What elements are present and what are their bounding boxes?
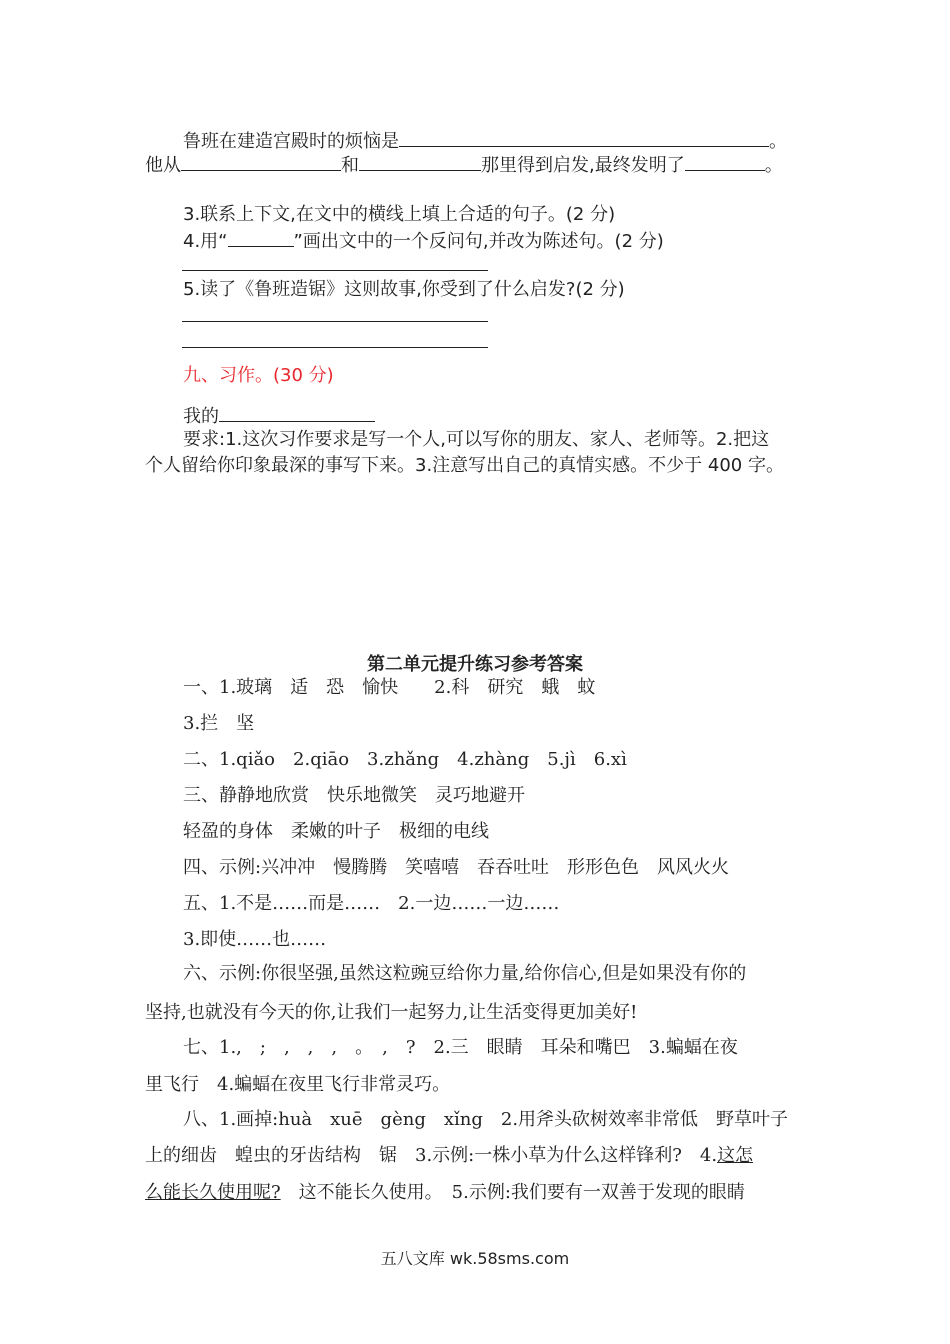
answer-line[interactable] bbox=[182, 347, 488, 348]
answer-6-line-1: 六、示例:你很坚强,虽然这粒豌豆给你力量,给你信心,但是如果没有你的 bbox=[183, 963, 747, 984]
answer-blank[interactable] bbox=[359, 152, 481, 171]
answer-4: 四、示例:兴冲冲 慢腾腾 笑嘻嘻 吞吞吐吐 形形色色 风风火火 bbox=[183, 857, 730, 878]
answer-5: 五、1.不是……而是…… 2.一边……一边…… bbox=[183, 893, 560, 914]
requirement-line-2: 个人留给你印象最深的事写下来。3.注意写出自己的真情实感。不少于 400 字。 bbox=[145, 455, 784, 476]
answer-key-title: 第二单元提升练习参考答案 bbox=[367, 654, 583, 675]
answer-blank[interactable] bbox=[685, 152, 765, 171]
answer-blank bbox=[228, 228, 294, 247]
question-4: 4.用“ ”画出文中的一个反问句,并改为陈述句。(2 分) bbox=[183, 228, 664, 254]
answer-8-line-1: 八、1.画掉:huà xuē gèng xǐng 2.用斧头砍树效率非常低 野草叶子 bbox=[183, 1109, 789, 1130]
essay-title-blank[interactable] bbox=[219, 403, 375, 422]
essay-title-line: 我的 bbox=[183, 403, 375, 429]
answer-1: 一、1.玻璃 适 恐 愉快 2.科 研究 蛾 蚊 bbox=[183, 677, 596, 698]
answer-line[interactable] bbox=[182, 321, 488, 322]
answer-line[interactable] bbox=[182, 270, 488, 271]
answer-1b: 3.拦 坚 bbox=[183, 713, 255, 734]
answer-8-line-2: 上的细齿 蝗虫的牙齿结构 锯 3.示例:一株小草为什么这样锋利? 4.这怎 bbox=[145, 1145, 754, 1166]
section-heading-composition: 九、习作。(30 分) bbox=[183, 365, 334, 386]
requirement-line-1: 要求:1.这次习作要求是写一个人,可以写你的朋友、家人、老师等。2.把这 bbox=[183, 429, 770, 450]
answer-blank[interactable] bbox=[181, 152, 341, 171]
answer-7-line-1: 七、1., ; , , , 。 , ? 2.三 眼睛 耳朵和嘴巴 3.蝙蝠在夜 bbox=[183, 1037, 738, 1058]
answer-blank[interactable] bbox=[399, 128, 769, 147]
question-3: 3.联系上下文,在文中的横线上填上合适的句子。(2 分) bbox=[183, 204, 616, 225]
answer-7-line-2: 里飞行 4.蝙蝠在夜里飞行非常灵巧。 bbox=[145, 1074, 451, 1095]
answer-8-line-3: 么能长久使用呢? 这不能长久使用。 5.示例:我们要有一双善于发现的眼睛 bbox=[145, 1182, 745, 1203]
answer-3b: 轻盈的身体 柔嫩的叶子 极细的电线 bbox=[183, 821, 489, 842]
answer-6-line-2: 坚持,也就没有今天的你,让我们一起努力,让生活变得更加美好! bbox=[145, 1002, 638, 1023]
answer-3: 三、静静地欣赏 快乐地微笑 灵巧地避开 bbox=[183, 785, 525, 806]
answer-5b: 3.即使……也…… bbox=[183, 929, 327, 950]
question-line-1: 鲁班在建造宫殿时的烦恼是 。 bbox=[183, 128, 787, 154]
answer-2: 二、1.qiǎo 2.qiāo 3.zhǎng 4.zhàng 5.jì 6.xì bbox=[183, 749, 627, 770]
question-5: 5.读了《鲁班造锯》这则故事,你受到了什么启发?(2 分) bbox=[183, 279, 625, 300]
question-line-2: 他从 和 那里得到启发,最终发明了 。 bbox=[145, 152, 783, 178]
footer-watermark: 五八文库 wk.58sms.com bbox=[380, 1249, 570, 1268]
